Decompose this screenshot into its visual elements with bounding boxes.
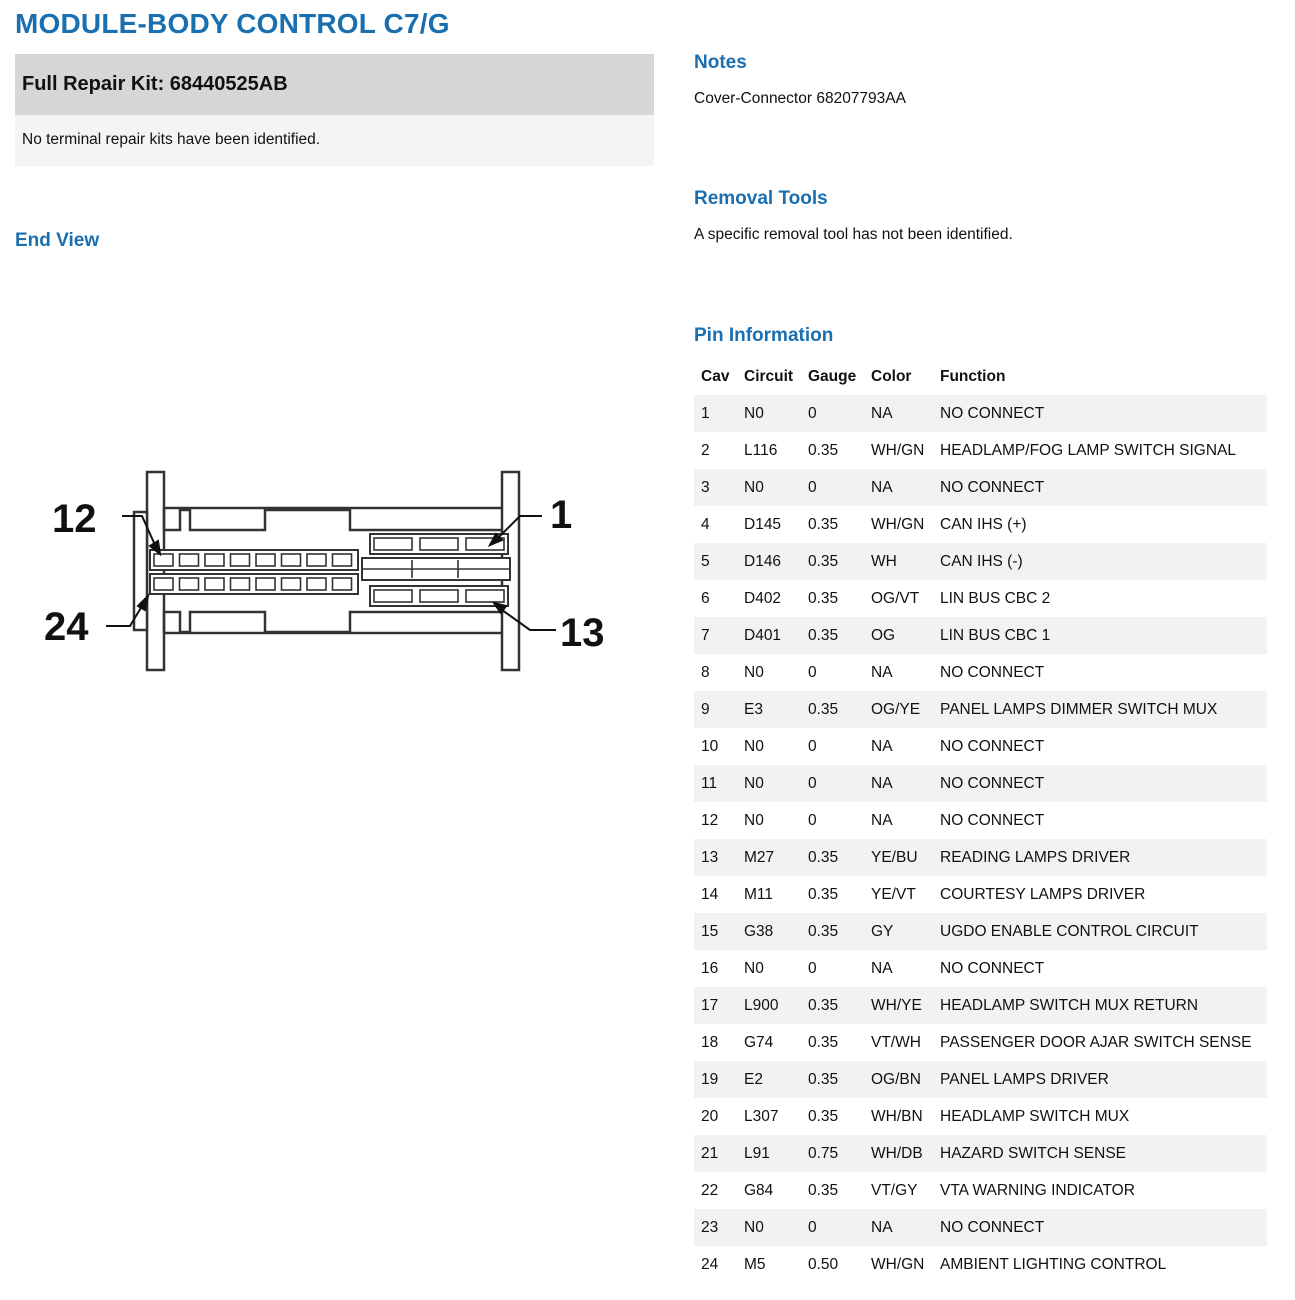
- cell-circuit: M5: [744, 1255, 766, 1273]
- cell-circuit: N0: [744, 811, 764, 829]
- cell-gauge: 0: [808, 478, 817, 496]
- cell-function: READING LAMPS DRIVER: [940, 848, 1131, 866]
- column-header-function: Function: [940, 367, 1006, 385]
- cell-color: YE/VT: [871, 885, 916, 903]
- cell-function: PANEL LAMPS DIMMER SWITCH MUX: [940, 700, 1218, 718]
- cell-circuit: L116: [744, 441, 778, 459]
- cell-circuit: N0: [744, 404, 764, 422]
- pin-information-heading: Pin Information: [694, 325, 834, 346]
- cell-gauge: 0: [808, 959, 817, 977]
- pin-24-label: 24: [44, 605, 89, 649]
- cell-color: WH/YE: [871, 996, 922, 1014]
- cell-function: VTA WARNING INDICATOR: [940, 1181, 1135, 1199]
- cell-gauge: 0.35: [808, 626, 839, 644]
- table-row: [694, 1209, 1267, 1246]
- repair-kit-panel: [15, 54, 654, 166]
- table-row: [694, 802, 1267, 839]
- cell-cav: 2: [701, 441, 710, 459]
- cell-cav: 23: [701, 1218, 719, 1236]
- table-row: [694, 617, 1267, 654]
- cell-gauge: 0: [808, 811, 817, 829]
- cell-gauge: 0.35: [808, 848, 839, 866]
- table-row: [694, 543, 1267, 580]
- cell-function: AMBIENT LIGHTING CONTROL: [940, 1255, 1167, 1273]
- cell-function: LIN BUS CBC 2: [940, 589, 1051, 607]
- cell-color: YE/BU: [871, 848, 918, 866]
- cell-function: HAZARD SWITCH SENSE: [940, 1144, 1127, 1162]
- cell-circuit: N0: [744, 774, 764, 792]
- cell-color: WH: [871, 552, 897, 570]
- cell-function: CAN IHS (+): [940, 515, 1027, 533]
- cell-gauge: 0: [808, 737, 817, 755]
- table-row: [694, 469, 1267, 506]
- cell-color: NA: [871, 737, 893, 755]
- cell-gauge: 0: [808, 663, 817, 681]
- notes-heading: Notes: [694, 52, 747, 73]
- cell-cav: 11: [701, 774, 718, 792]
- cell-cav: 22: [701, 1181, 719, 1199]
- cell-circuit: M11: [744, 885, 774, 903]
- removal-tools-text: A specific removal tool has not been identified.: [694, 226, 1013, 243]
- cell-gauge: 0.35: [808, 885, 839, 903]
- cell-circuit: N0: [744, 1218, 764, 1236]
- cell-cav: 15: [701, 922, 719, 940]
- cell-cav: 13: [701, 848, 719, 866]
- cell-function: PANEL LAMPS DRIVER: [940, 1070, 1109, 1088]
- cell-cav: 6: [701, 589, 710, 607]
- cell-cav: 10: [701, 737, 719, 755]
- cell-function: LIN BUS CBC 1: [940, 626, 1051, 644]
- cell-cav: 19: [701, 1070, 719, 1088]
- table-row: [694, 1061, 1267, 1098]
- cell-circuit: G84: [744, 1181, 774, 1199]
- cell-function: UGDO ENABLE CONTROL CIRCUIT: [940, 922, 1199, 940]
- column-header-color: Color: [871, 367, 912, 385]
- table-row: [694, 913, 1267, 950]
- cell-color: OG: [871, 626, 896, 644]
- cell-gauge: 0: [808, 774, 817, 792]
- cell-circuit: N0: [744, 478, 764, 496]
- column-header-circuit: Circuit: [744, 367, 794, 385]
- cell-gauge: 0.35: [808, 700, 839, 718]
- cell-cav: 21: [701, 1144, 719, 1162]
- cell-gauge: 0.35: [808, 552, 839, 570]
- cell-circuit: E2: [744, 1070, 763, 1088]
- cell-gauge: 0.50: [808, 1255, 839, 1273]
- cell-circuit: N0: [744, 663, 764, 681]
- cell-cav: 17: [701, 996, 719, 1014]
- cell-color: NA: [871, 774, 893, 792]
- table-row: [694, 765, 1267, 802]
- cell-circuit: E3: [744, 700, 763, 718]
- cell-gauge: 0.35: [808, 996, 839, 1014]
- table-row: [694, 839, 1267, 876]
- repair-kit-header: [15, 54, 654, 115]
- cell-color: GY: [871, 922, 894, 940]
- cell-color: WH/GN: [871, 441, 925, 459]
- cell-color: WH/DB: [871, 1144, 923, 1162]
- cell-cav: 16: [701, 959, 719, 977]
- pin-information-table: [694, 358, 1267, 1283]
- cell-function: PASSENGER DOOR AJAR SWITCH SENSE: [940, 1033, 1252, 1051]
- connector-end-view-diagram: [30, 450, 630, 680]
- cell-color: VT/GY: [871, 1181, 918, 1199]
- cell-function: NO CONNECT: [940, 478, 1045, 496]
- cell-gauge: 0.35: [808, 922, 839, 940]
- cell-color: NA: [871, 959, 893, 977]
- table-row: [694, 1098, 1267, 1135]
- cell-cav: 18: [701, 1033, 719, 1051]
- cell-gauge: 0.35: [808, 1070, 839, 1088]
- cell-function: NO CONNECT: [940, 737, 1045, 755]
- table-row: [694, 691, 1267, 728]
- cell-cav: 24: [701, 1255, 719, 1273]
- notes-text: Cover-Connector 68207793AA: [694, 90, 906, 107]
- table-row: [694, 876, 1267, 913]
- cell-cav: 4: [701, 515, 710, 533]
- cell-color: OG/YE: [871, 700, 921, 718]
- table-row: [694, 506, 1267, 543]
- table-row: [694, 1246, 1267, 1283]
- end-view-heading: End View: [15, 230, 100, 251]
- table-row: [694, 1172, 1267, 1209]
- column-header-gauge: Gauge: [808, 367, 857, 385]
- cell-circuit: D401: [744, 626, 782, 644]
- cell-color: OG/VT: [871, 589, 920, 607]
- cell-function: HEADLAMP/FOG LAMP SWITCH SIGNAL: [940, 441, 1236, 459]
- removal-tools-heading: Removal Tools: [694, 188, 828, 209]
- cell-gauge: 0.35: [808, 1181, 839, 1199]
- cell-function: NO CONNECT: [940, 404, 1045, 422]
- cell-function: HEADLAMP SWITCH MUX: [940, 1107, 1130, 1125]
- cell-cav: 14: [701, 885, 719, 903]
- cell-color: NA: [871, 478, 893, 496]
- table-row: [694, 395, 1267, 432]
- cell-circuit: N0: [744, 959, 764, 977]
- cell-color: NA: [871, 1218, 893, 1236]
- cell-function: NO CONNECT: [940, 1218, 1045, 1236]
- cell-circuit: D145: [744, 515, 782, 533]
- cell-circuit: G38: [744, 922, 774, 940]
- cell-cav: 9: [701, 700, 710, 718]
- cell-function: NO CONNECT: [940, 663, 1045, 681]
- cell-gauge: 0.35: [808, 589, 839, 607]
- cell-function: CAN IHS (-): [940, 552, 1023, 570]
- pin-table-header-row: [694, 358, 1267, 395]
- cell-circuit: G74: [744, 1033, 774, 1051]
- cell-color: WH/GN: [871, 515, 925, 533]
- pin-13-label: 13: [560, 611, 605, 655]
- column-header-cav: Cav: [701, 367, 730, 385]
- cell-cav: 1: [701, 404, 710, 422]
- cell-color: NA: [871, 663, 893, 681]
- cell-color: OG/BN: [871, 1070, 921, 1088]
- cell-circuit: M27: [744, 848, 775, 866]
- cell-gauge: 0: [808, 404, 817, 422]
- pin-1-label: 1: [550, 493, 573, 537]
- cell-cav: 7: [701, 626, 710, 644]
- cell-cav: 8: [701, 663, 710, 681]
- cell-gauge: 0: [808, 1218, 817, 1236]
- cell-cav: 12: [701, 811, 719, 829]
- cell-color: WH/BN: [871, 1107, 923, 1125]
- cell-cav: 20: [701, 1107, 719, 1125]
- cell-circuit: L900: [744, 996, 779, 1014]
- cell-color: NA: [871, 404, 893, 422]
- cell-function: COURTESY LAMPS DRIVER: [940, 885, 1146, 903]
- cell-gauge: 0.35: [808, 1033, 839, 1051]
- table-row: [694, 1024, 1267, 1061]
- table-row: [694, 432, 1267, 469]
- cell-cav: 5: [701, 552, 710, 570]
- table-row: [694, 580, 1267, 617]
- table-row: [694, 987, 1267, 1024]
- cell-gauge: 0.35: [808, 1107, 839, 1125]
- cell-color: VT/WH: [871, 1033, 921, 1051]
- pin-12-label: 12: [52, 497, 97, 541]
- cell-circuit: L307: [744, 1107, 779, 1125]
- cell-function: NO CONNECT: [940, 774, 1045, 792]
- cell-function: HEADLAMP SWITCH MUX RETURN: [940, 996, 1199, 1014]
- cell-function: NO CONNECT: [940, 811, 1045, 829]
- table-row: [694, 1135, 1267, 1172]
- cell-gauge: 0.35: [808, 441, 839, 459]
- cell-circuit: L91: [744, 1144, 770, 1162]
- cell-circuit: D146: [744, 552, 782, 570]
- cell-gauge: 0.75: [808, 1144, 839, 1162]
- table-row: [694, 728, 1267, 765]
- cell-function: NO CONNECT: [940, 959, 1045, 977]
- cell-color: WH/GN: [871, 1255, 925, 1273]
- repair-kit-title: Full Repair Kit: 68440525AB: [22, 73, 288, 95]
- page-title: MODULE-BODY CONTROL C7/G: [15, 8, 450, 39]
- cell-cav: 3: [701, 478, 710, 496]
- cell-circuit: D402: [744, 589, 782, 607]
- table-row: [694, 950, 1267, 987]
- cell-color: NA: [871, 811, 893, 829]
- cell-gauge: 0.35: [808, 515, 839, 533]
- table-row: [694, 654, 1267, 691]
- cell-circuit: N0: [744, 737, 764, 755]
- repair-kit-message: No terminal repair kits have been identified.: [22, 131, 321, 148]
